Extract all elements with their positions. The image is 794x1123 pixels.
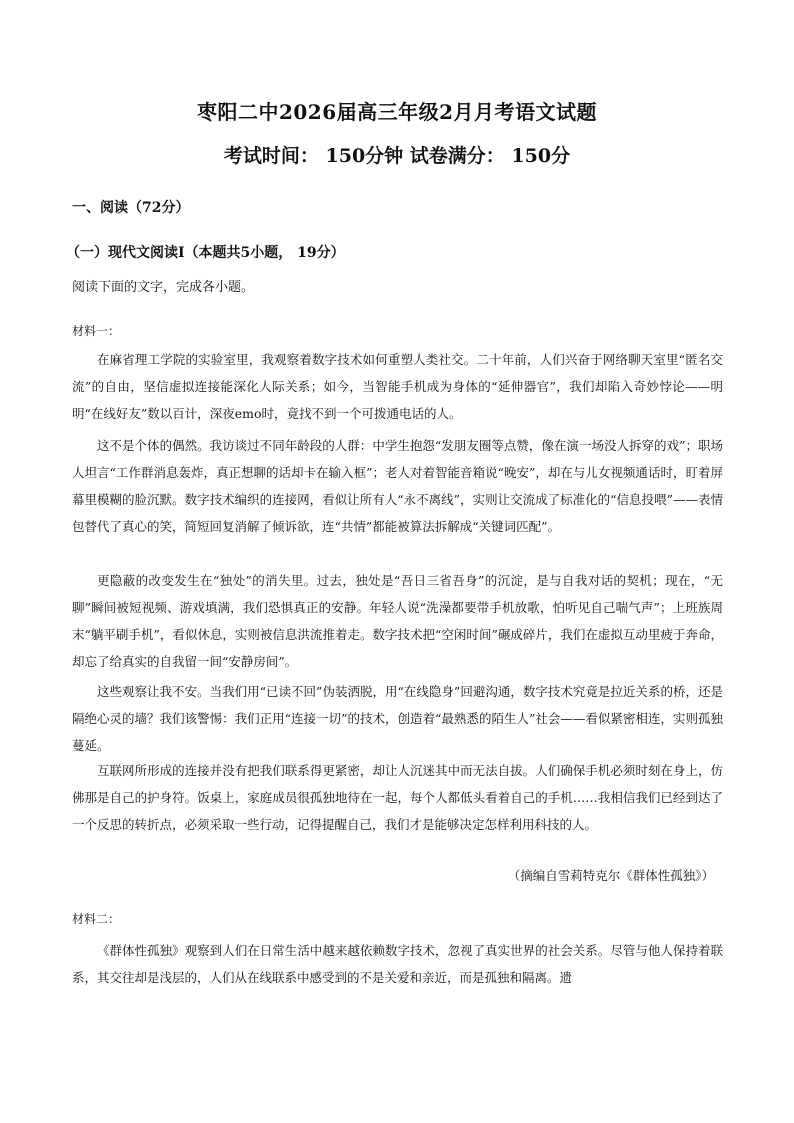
instruction-text: 阅读下面的文字，完成各小题。 [72,280,255,295]
material1-label: 材料一： [72,324,121,338]
material2-label: 材料二： [72,912,121,926]
material1-paragraph: 这不是个体的偶然。我访谈过不同年龄段的人群：中学生抱怨“发朋友圈等点赞，像在演一场没人拆穿的戏”；职场人坦言“工作群消息轰炸，真正想聊的话却卡在输入框”；老人对着智能音箱说“晚安”，却在与儿女视频通话时，盯着屏幕里模糊的脸沉默。数字技术编织的连接网，看似让所有人“永不离线”，实则让交流成了标准化的“信息投喂”——表情包替代了真心的笑，简短回复消解了倾诉欲，连“共情”都能被算法拆解成“关键词匹配”。 [72,438,723,534]
exam-title: 枣阳二中2026届高三年级2月月考语文试题 [196,100,598,124]
material2-paragraph: 《群体性孤独》观察到人们在日常生活中越来越依赖数字技术，忽视了真实世界的社会关系。尽管与他人保持着联系，其交往却是浅层的，人们从在线联系中感受到的不是关爱和亲近，而是孤独和隔离。遗 [72,943,723,985]
material1-paragraph: 更隐蔽的改变发生在“独处”的消失里。过去，独处是“吾日三省吾身”的沉淀，是与自我对话的契机；现在，“无聊”瞬间被短视频、游戏填满，我们恐惧真正的安静。年轻人说“洗澡都要带手机放歌，怕听见自己喘气声”；上班族周末“躺平刷手机”，看似休息，实则被信息洪流推着走。数字技术把“空闲时间”碾成碎片，我们在虚拟互动里疲于奔命，却忘了给真实的自我留一间“安静房间”。 [72,573,723,669]
material1-paragraph: 这些观察让我不安。当我们用“已读不回”伪装洒脱，用“在线隐身”回避沟通，数字技术究竟是拉近关系的桥，还是隔绝心灵的墙？我们该警惕：我们正用“连接一切”的技术，创造着“最熟悉的陌生人”社会——看似紧密相连，实则孤独蔓延。 [72,684,723,753]
material1-paragraph: 互联网所形成的连接并没有把我们联系得更紧密，却让人沉迷其中而无法自拔。人们确保手机必须时刻在身上，仿佛那是自己的护身符。饭桌上，家庭成员很孤独地待在一起，每个人都低头看着自己的手机……我相信我们已经到达了一个反思的转折点，必须采取一些行动，记得提醒自己，我们才是能够决定怎样利用科技的人。 [72,763,723,832]
material1-source: （摘编自雪莉特克尔《群体性孤独》） [507,868,714,883]
section-reading-heading: 一、阅读（72分） [72,200,190,216]
material1-paragraph: 在麻省理工学院的实验室里，我观察着数字技术如何重塑人类社交。二十年前，人们兴奋于网络聊天室里“匿名交流”的自由，坚信虚拟连接能深化人际关系；如今，当智能手机成为身体的“延伸器官”，我们却陷入奇妙悖论——明明“在线好友”数以百计，深夜emo时，竟找不到一个可拨通电话的人。 [72,352,723,421]
part1-heading: （一）现代文阅读Ⅰ（本题共5小题， 19分） [66,245,345,261]
exam-time-and-score: 考试时间： 150分钟 试卷满分： 150分 [223,145,571,167]
